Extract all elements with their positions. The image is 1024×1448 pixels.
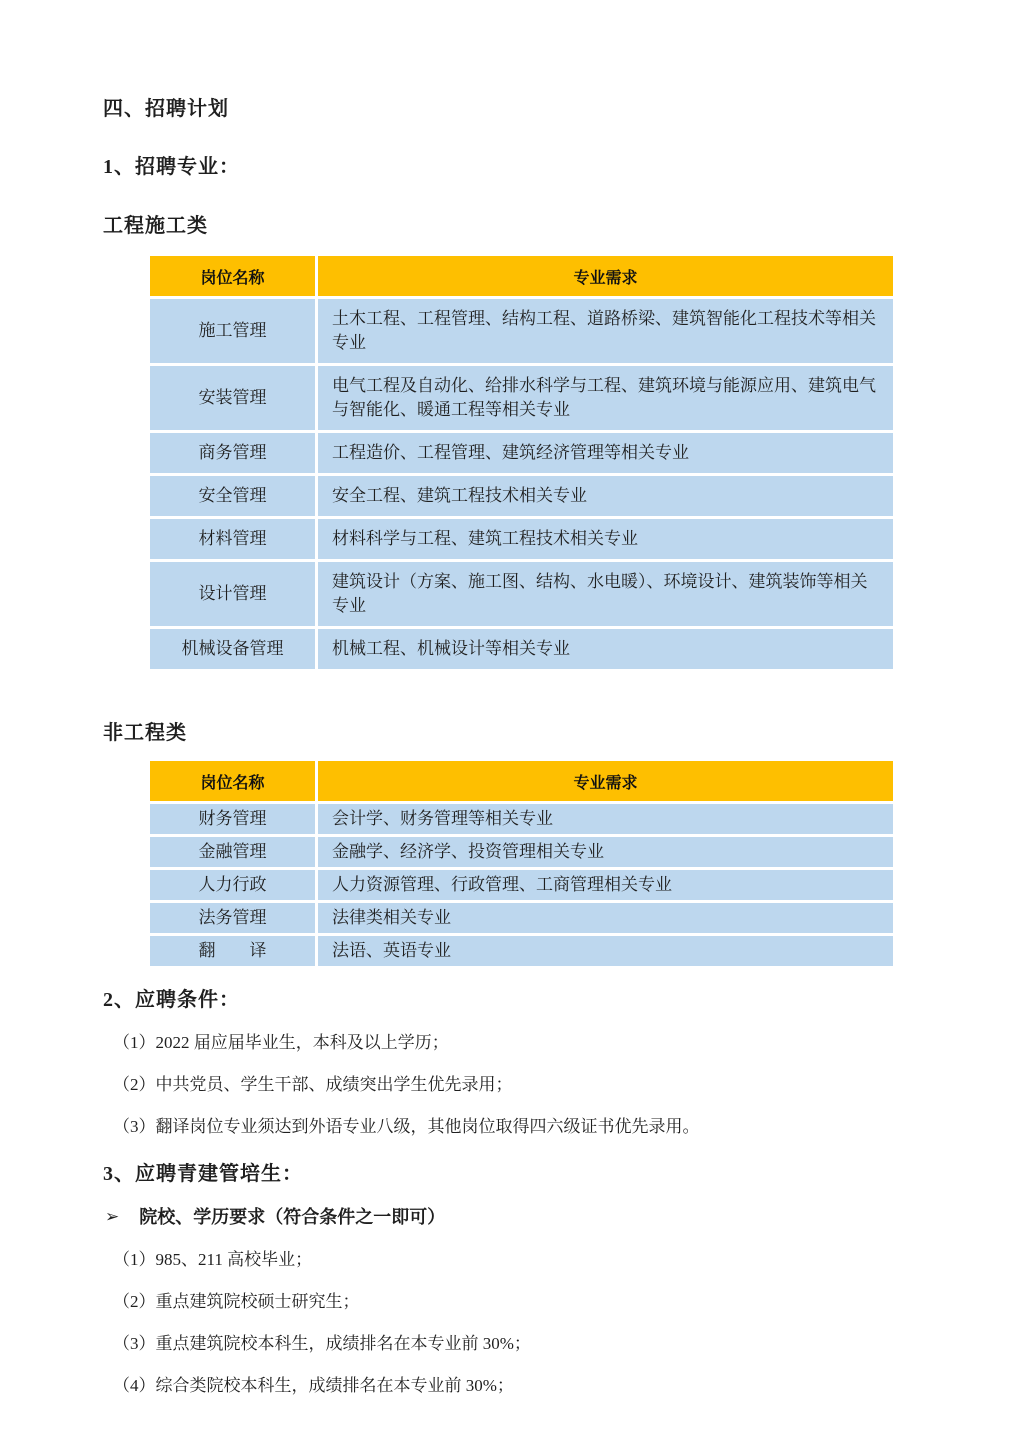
majors-cell: 法律类相关专业	[318, 903, 893, 933]
trainee-requirement-item-3: （3）重点建筑院校本科生，成绩排名在本专业前 30%；	[113, 1334, 531, 1353]
position-cell: 施工管理	[150, 299, 315, 363]
table-row	[150, 366, 893, 430]
position-cell: 金融管理	[150, 837, 315, 867]
requirement-bullet-line	[105, 1205, 924, 1230]
subsection-recruit-majors-heading: 1、招聘专业：	[103, 156, 240, 178]
position-cell: 机械设备管理	[150, 629, 315, 669]
non-engineering-category-heading: 非工程类	[103, 722, 187, 744]
position-cell: 安装管理	[150, 366, 315, 430]
position-cell: 商务管理	[150, 433, 315, 473]
trainee-requirement-item-2: （2）重点建筑院校硕士研究生；	[113, 1292, 360, 1311]
table-row	[150, 837, 893, 867]
position-cell: 材料管理	[150, 519, 315, 559]
school-degree-requirement-heading: 院校、学历要求（符合条件之一即可）	[139, 1207, 446, 1227]
condition-item-2: （2）中共党员、学生干部、成绩突出学生优先录用；	[113, 1075, 513, 1094]
position-cell: 财务管理	[150, 804, 315, 834]
table-header-row	[150, 761, 893, 801]
table-row	[150, 903, 893, 933]
majors-cell: 机械工程、机械设计等相关专业	[318, 629, 893, 669]
position-cell: 法务管理	[150, 903, 315, 933]
majors-cell: 金融学、经济学、投资管理相关专业	[318, 837, 893, 867]
majors-cell: 会计学、财务管理等相关专业	[318, 804, 893, 834]
table-header-row	[150, 256, 893, 296]
position-header-cell: 岗位名称	[150, 761, 315, 801]
trainee-requirement-item-4: （4）综合类院校本科生，成绩排名在本专业前 30%；	[113, 1376, 514, 1395]
majors-cell: 安全工程、建筑工程技术相关专业	[318, 476, 893, 516]
majors-header-cell: 专业需求	[318, 256, 893, 296]
majors-cell: 土木工程、工程管理、结构工程、道路桥梁、建筑智能化工程技术等相关专业	[318, 299, 893, 363]
majors-cell: 电气工程及自动化、给排水科学与工程、建筑环境与能源应用、建筑电气与智能化、暖通工程等相关专业	[318, 366, 893, 430]
table-row	[150, 476, 893, 516]
table-row	[150, 936, 893, 966]
condition-item-1: （1）2022 届应届毕业生，本科及以上学历；	[113, 1033, 449, 1052]
subsection-trainee-heading: 3、应聘青建管培生：	[103, 1163, 303, 1185]
majors-header-cell: 专业需求	[318, 761, 893, 801]
table-row	[150, 804, 893, 834]
arrow-bullet-icon: ➢	[105, 1207, 120, 1226]
majors-cell: 法语、英语专业	[318, 936, 893, 966]
table-row	[150, 519, 893, 559]
majors-cell: 材料科学与工程、建筑工程技术相关专业	[318, 519, 893, 559]
table-row	[150, 433, 893, 473]
position-cell: 人力行政	[150, 870, 315, 900]
table-row	[150, 870, 893, 900]
majors-cell: 建筑设计（方案、施工图、结构、水电暖）、环境设计、建筑装饰等相关专业	[318, 562, 893, 626]
engineering-table	[147, 253, 896, 672]
position-header-cell: 岗位名称	[150, 256, 315, 296]
position-cell: 设计管理	[150, 562, 315, 626]
position-cell: 安全管理	[150, 476, 315, 516]
engineering-category-heading: 工程施工类	[103, 215, 208, 237]
subsection-conditions-heading: 2、应聘条件：	[103, 989, 240, 1011]
table-row	[150, 299, 893, 363]
majors-cell: 人力资源管理、行政管理、工商管理相关专业	[318, 870, 893, 900]
table-row	[150, 562, 893, 626]
condition-item-3: （3）翻译岗位专业须达到外语专业八级，其他岗位取得四六级证书优先录用。	[113, 1117, 700, 1136]
trainee-requirement-item-1: （1）985、211 高校毕业；	[113, 1250, 313, 1269]
table-row	[150, 629, 893, 669]
section-heading: 四、招聘计划	[103, 98, 229, 120]
majors-cell: 工程造价、工程管理、建筑经济管理等相关专业	[318, 433, 893, 473]
non-engineering-table	[147, 758, 896, 969]
position-cell: 翻 译	[150, 936, 315, 966]
